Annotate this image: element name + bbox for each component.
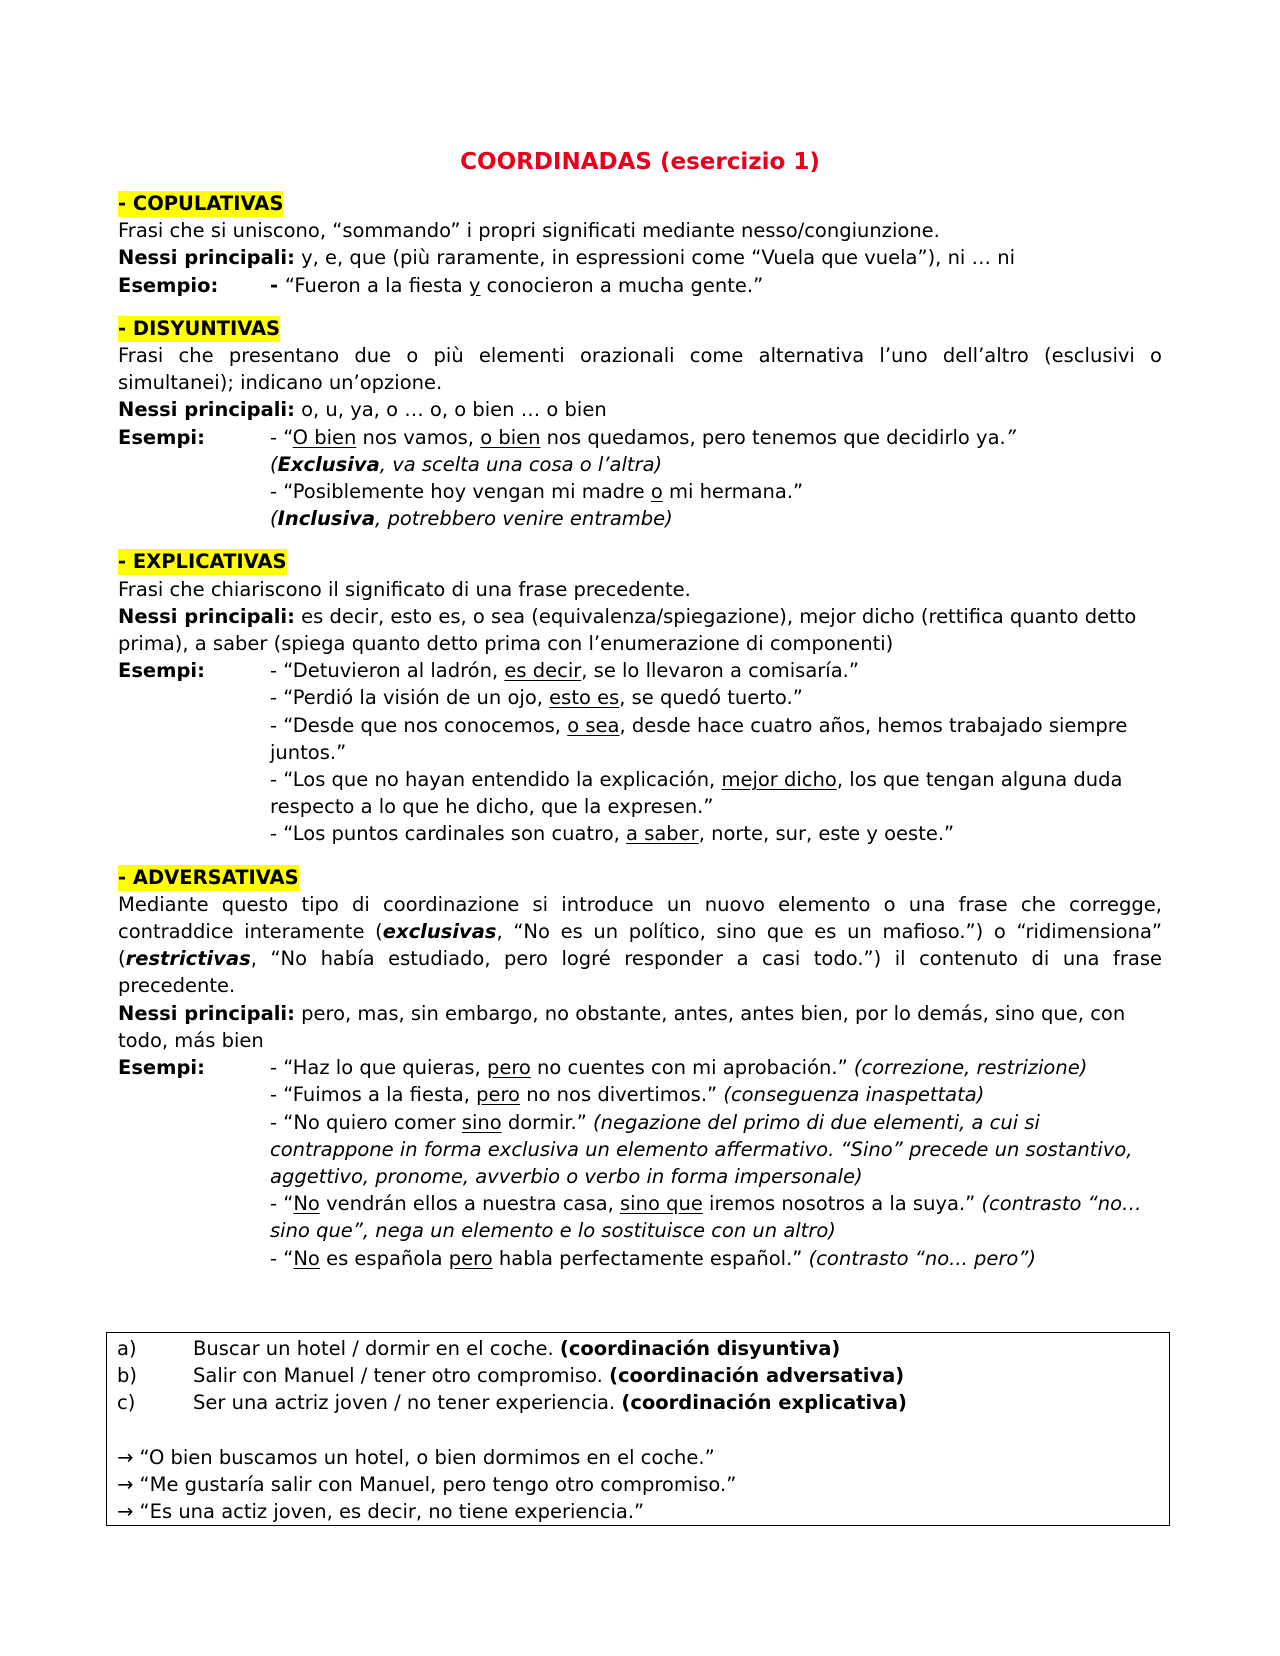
- desc-term: exclusivas: [382, 920, 497, 944]
- examples-label: Esempi:: [118, 425, 205, 449]
- example-nexus: o sea: [567, 713, 620, 737]
- nessi-label: Nessi principali:: [118, 1001, 295, 1025]
- examples-row: [118, 424, 1162, 533]
- example-line: [270, 766, 1162, 820]
- examples-label: Esempio:: [118, 273, 219, 297]
- item-prompt: Salir con Manuel / tener otro compromiso.: [193, 1364, 610, 1388]
- example-text: iremos nosotros a la suya.”: [702, 1192, 982, 1216]
- examples-row: [118, 1054, 1162, 1272]
- examples-list: [270, 424, 1162, 533]
- arrow-icon: →: [117, 1500, 134, 1524]
- nessi-text: o, u, ya, o … o, o bien … o bien: [294, 398, 607, 422]
- examples-row: [118, 272, 1162, 299]
- example-nexus: a saber: [626, 822, 699, 846]
- section-heading: - ADVERSATIVAS: [118, 865, 299, 889]
- section-description: Frasi che si uniscono, “sommando” i propri significati mediante nesso/congiunzione.: [118, 219, 940, 243]
- answer-text: “Es una actiz joven, es decir, no tiene experiencia.”: [133, 1500, 645, 1524]
- answer-line: [117, 1471, 1159, 1498]
- example-comment: (contrasto “no... pero”): [808, 1246, 1036, 1270]
- example-quote: ”: [1005, 425, 1016, 449]
- section-adversativas: [118, 864, 1162, 1272]
- section-disyuntivas: [118, 315, 1162, 533]
- example-text: conocieron a mucha gente.”: [480, 273, 764, 297]
- note-text: (: [270, 507, 278, 531]
- example-comment: (contrasto “no… sino que”, nega un elemento e lo sostituisce con un altro): [270, 1192, 1142, 1243]
- example-line: [270, 712, 1162, 766]
- example-nexus: No: [293, 1246, 320, 1270]
- examples-row: [118, 657, 1162, 847]
- nessi-line: [118, 244, 1162, 271]
- example-nexus: sino: [461, 1110, 502, 1134]
- example-text: - “: [270, 1246, 294, 1270]
- nessi-label: Nessi principali:: [118, 398, 295, 422]
- example-text: , se quedó tuerto.”: [619, 686, 803, 710]
- section-description: [118, 891, 1162, 1000]
- desc-text: , “No es un político, sino que es un mafioso.”) o “ridimensiona” (: [118, 920, 1162, 971]
- example-line: [270, 657, 1162, 684]
- section-description: Frasi che chiariscono il significato di una frase precedente.: [118, 577, 691, 601]
- example-text: , se lo llevaron a comisaría.”: [581, 659, 859, 683]
- nessi-label: Nessi principali:: [118, 604, 295, 628]
- nessi-label: Nessi principali:: [118, 246, 295, 270]
- example-text: - “Los puntos cardinales son cuatro,: [270, 822, 627, 846]
- item-text: [193, 1335, 840, 1362]
- note-text: , potrebbero venire entrambe): [375, 507, 673, 531]
- example-text: vendrán ellos a nuestra casa,: [319, 1192, 621, 1216]
- answer-line: [117, 1444, 1159, 1471]
- item-letter: a): [117, 1337, 137, 1360]
- example-note: [270, 505, 1162, 532]
- answer-line: [117, 1498, 1159, 1525]
- example-nexus: pero: [486, 1056, 531, 1080]
- example-text: es española: [319, 1246, 449, 1270]
- item-type: (coordinación adversativa): [609, 1364, 905, 1388]
- item-type: (coordinación explicativa): [621, 1391, 907, 1415]
- note-term: Exclusiva: [277, 452, 380, 476]
- example-dash: -: [270, 273, 285, 297]
- item-type: (coordinación disyuntiva): [559, 1337, 841, 1360]
- section-heading: - COPULATIVAS: [118, 192, 284, 215]
- nessi-text: pero, mas, sin embargo, no obstante, antes, antes bien, por lo demás, sino que, con todo, más bien: [118, 1001, 1126, 1052]
- page-title: COORDINADAS (esercizio 1): [460, 149, 820, 175]
- example-text: mi hermana.”: [662, 480, 804, 504]
- examples-list: [270, 1054, 1162, 1272]
- example-text: - “: [270, 1192, 294, 1216]
- example-text: no nos divertimos.”: [520, 1083, 724, 1107]
- item-prompt: Ser una actriz joven / no tener experiencia.: [193, 1391, 622, 1415]
- section-copulativas: [118, 190, 1162, 299]
- example-line: [270, 424, 1162, 451]
- section-explicativas: [118, 548, 1162, 847]
- section-heading: - EXPLICATIVAS: [118, 550, 287, 574]
- example-text: , norte, sur, este y oeste.”: [698, 822, 955, 846]
- example-text: habla perfectamente español.”: [492, 1246, 809, 1270]
- note-term: Inclusiva: [277, 507, 376, 531]
- example-text: dormir.”: [501, 1110, 593, 1134]
- example-line: [270, 684, 1162, 711]
- example-text: , desde hace cuatro años, hemos trabajado siempre juntos.”: [270, 713, 1128, 764]
- example-text: - “Fuimos a la fiesta,: [270, 1083, 477, 1107]
- example-line: [270, 478, 1162, 505]
- example-line: [270, 1109, 1162, 1191]
- example-nexus: pero: [476, 1083, 520, 1107]
- note-text: (: [270, 452, 278, 476]
- example-comment: (conseguenza inaspettata): [723, 1083, 985, 1107]
- document-page: [118, 146, 1162, 1288]
- exercise-item: [117, 1389, 1159, 1416]
- example-text: , los que tengan alguna duda respecto a lo que he dicho, que la expresen.”: [270, 768, 1123, 819]
- example-nexus: sino que: [620, 1192, 703, 1216]
- example-text: no cuentes con mi aprobación.”: [530, 1056, 854, 1080]
- nessi-line: [118, 396, 1162, 423]
- example-nexus: es decir: [504, 659, 582, 683]
- nessi-text: y, e, que (più raramente, in espressioni come “Vuela que vuela”), ni … ni: [294, 246, 1016, 270]
- answer-text: “O bien buscamos un hotel, o bien dormimos en el coche.”: [133, 1445, 715, 1469]
- example-text: - “Haz lo que quieras,: [270, 1056, 487, 1080]
- example-nexus: O bien: [292, 425, 357, 449]
- example-text: - “: [270, 425, 293, 449]
- example-line: [270, 1054, 1162, 1081]
- example-comment: (correzione, restrizione): [853, 1056, 1088, 1080]
- section-heading: - DISYUNTIVAS: [118, 316, 281, 340]
- example-line: [270, 1245, 1162, 1272]
- note-text: , va scelta una cosa o l’altra): [379, 452, 663, 476]
- example-nexus: o bien: [480, 425, 541, 449]
- example-note: [270, 451, 1162, 478]
- arrow-icon: →: [117, 1472, 134, 1496]
- desc-text: Mediante questo tipo di coordinazione si introduce un nuovo elemento o una frase che corregge, contraddice interamente (: [118, 892, 1162, 944]
- section-description: Frasi che presentano due o più elementi orazionali come alternativa l’uno dell’altro (esclusivi o simultanei); indicano un’opzione.: [118, 344, 1162, 395]
- examples-label: Esempi:: [118, 659, 205, 683]
- example-line: [270, 820, 1162, 847]
- example-text: nos vamos,: [356, 425, 481, 449]
- arrow-icon: →: [117, 1445, 134, 1469]
- nessi-line: [118, 1000, 1162, 1054]
- desc-text: , “No había estudiado, pero logré responder a casi todo.”) il contenuto di una frase precedente.: [118, 947, 1162, 998]
- exercise-item: [117, 1362, 1159, 1389]
- answer-text: “Me gustaría salir con Manuel, pero tengo otro compromiso.”: [133, 1472, 737, 1496]
- example-nexus: o: [650, 480, 663, 504]
- desc-term: restrictivas: [125, 947, 251, 971]
- item-letter: c): [117, 1391, 136, 1415]
- example-text: - “Los que no hayan entendido la explicación,: [270, 768, 722, 792]
- example-nexus: No: [293, 1192, 320, 1216]
- example-nexus: pero: [448, 1246, 493, 1270]
- example-comment: (negazione del primo di due elementi, a cui si contrappone in forma exclusiva un elemento affermativo. “Sino” precede un sostantivo, aggettivo, pronome, avverbio o verbo in forma impersonale): [270, 1110, 1133, 1188]
- example-line: [270, 272, 1162, 299]
- item-prompt: Buscar un hotel / dormir en el coche.: [193, 1337, 560, 1360]
- exercise-box: [106, 1332, 1170, 1526]
- examples-label: Esempi:: [118, 1056, 205, 1080]
- item-text: [193, 1389, 907, 1416]
- example-text: - “Perdió la visión de un ojo,: [270, 686, 550, 710]
- example-text: “Fueron a la fiesta: [284, 273, 469, 297]
- example-line: [270, 1190, 1162, 1244]
- nessi-text: es decir, esto es, o sea (equivalenza/spiegazione), mejor dicho (rettifica quanto detto prima), a saber (spiega quanto detto prima con l’enumerazione di componenti): [118, 604, 1137, 656]
- example-nexus: esto es: [549, 686, 620, 710]
- item-text: [193, 1362, 904, 1389]
- nessi-line: [118, 603, 1162, 657]
- exercise-item: [117, 1335, 1159, 1362]
- example-text: - “Detuvieron al ladrón,: [270, 659, 505, 683]
- example-nexus: y: [468, 273, 481, 297]
- examples-list: [270, 657, 1162, 847]
- item-letter: b): [117, 1364, 137, 1388]
- example-line: [270, 1081, 1162, 1108]
- example-nexus: mejor dicho: [721, 768, 837, 792]
- box-spacer: [117, 1417, 1159, 1444]
- example-text: - “No quiero comer: [270, 1110, 462, 1134]
- example-text: - “Desde que nos conocemos,: [270, 713, 568, 737]
- examples-list: [270, 272, 1162, 299]
- example-text: - “Posiblemente hoy vengan mi madre: [270, 480, 651, 504]
- example-text: nos quedamos, pero tenemos que decidirlo ya.: [540, 425, 1006, 449]
